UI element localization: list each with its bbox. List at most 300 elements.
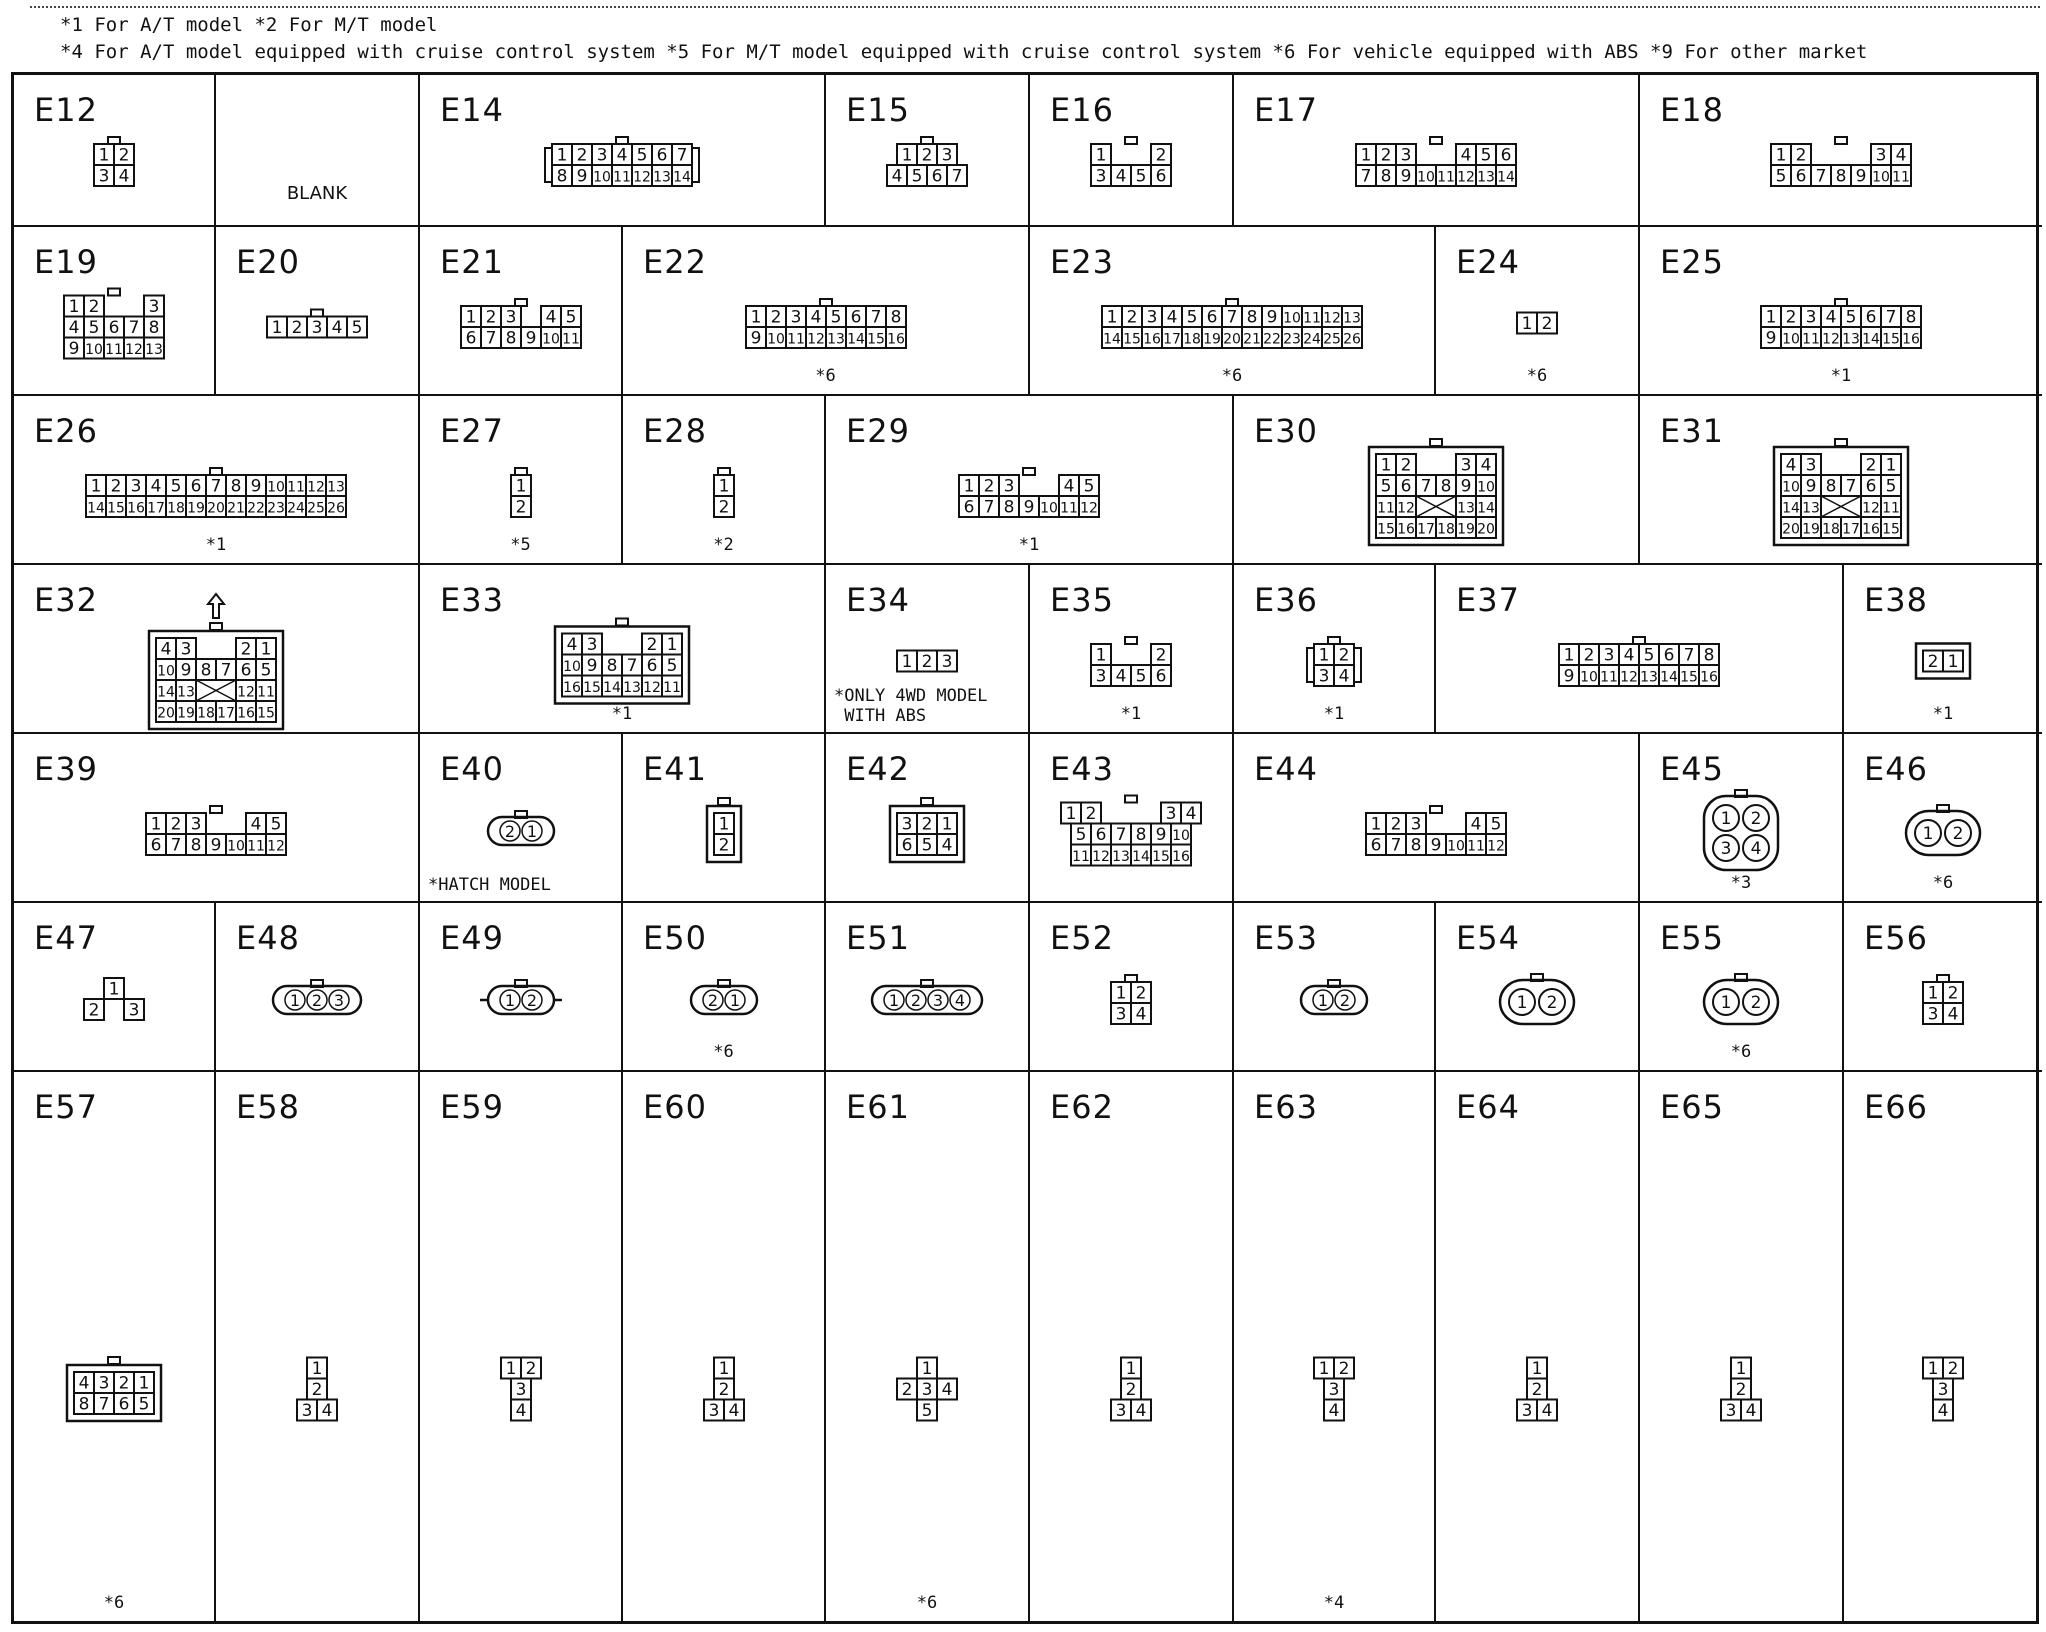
pin-cell: [1406, 813, 1426, 835]
pin-cell: [347, 316, 367, 338]
pin-cell: [672, 165, 692, 186]
pin-cell: [246, 496, 266, 517]
pin-number: 7: [1390, 835, 1402, 856]
pin-cell: [84, 999, 104, 1021]
pin-number: 8: [148, 317, 160, 338]
pin-cell: [501, 327, 521, 349]
pin-number: 12: [237, 684, 255, 701]
connector-cell-e20: [216, 227, 420, 396]
connector-id: E44: [1254, 750, 1318, 788]
connector-diagram: [66, 1356, 162, 1424]
pin-number: 4: [1063, 476, 1075, 497]
connector-id: E14: [440, 91, 504, 129]
pin-number: 19: [1457, 521, 1475, 538]
pin-number: 26: [1343, 331, 1361, 348]
pin-number: 4: [941, 835, 953, 856]
connector-cell-e17: [1234, 75, 1640, 227]
pin-cell: [1376, 517, 1396, 538]
pin-number: 2: [1750, 992, 1762, 1013]
pin-number: 3: [921, 1380, 933, 1401]
pin-cell: [1313, 990, 1333, 1010]
pin-number: 1: [68, 296, 80, 317]
pin-number: 1: [1922, 823, 1934, 844]
pin-cell: [94, 165, 114, 187]
pin-number: 18: [167, 500, 185, 517]
pin-number: 3: [1115, 1004, 1127, 1025]
pin-cell: [106, 496, 126, 517]
pin-cell: [1151, 144, 1171, 166]
pin-number: 4: [1115, 666, 1127, 687]
connector-diagram: [1061, 794, 1201, 867]
pin-cell: [1406, 834, 1426, 856]
pin-number: 6: [190, 476, 202, 497]
pin-number: 7: [1360, 166, 1372, 187]
pin-number: 2: [910, 990, 922, 1010]
pin-cell: [541, 306, 561, 328]
pin-cell: [1416, 517, 1436, 538]
pin-cell: [511, 1400, 531, 1422]
pin-cell: [561, 327, 581, 348]
connector-id: E47: [34, 919, 98, 957]
pin-cell: [206, 475, 226, 497]
applicability-note: *1: [1018, 535, 1040, 555]
pin-number: 1: [515, 476, 526, 497]
pin-number: 3: [932, 990, 944, 1010]
pin-number: 12: [1457, 169, 1475, 186]
connector-id: E55: [1660, 919, 1724, 957]
pin-cell: [1713, 989, 1739, 1015]
pin-number: 13: [1457, 500, 1475, 517]
pin-number: 2: [1338, 1359, 1350, 1380]
pin-number: 7: [1226, 307, 1238, 328]
pin-cell: [662, 675, 682, 696]
pin-cell: [226, 834, 246, 855]
connector-cell-e44: [1234, 734, 1640, 903]
pin-number: 16: [1862, 521, 1880, 538]
pin-number: 5: [830, 307, 841, 328]
pin-number: 8: [1380, 166, 1392, 187]
pin-cell: [146, 813, 166, 835]
pin-cell: [286, 475, 306, 496]
pin-number: 3: [596, 145, 608, 166]
pin-cell: [104, 337, 124, 358]
pin-number: 8: [190, 835, 202, 856]
pin-number: 9: [750, 328, 761, 349]
pin-cell: [1943, 1358, 1963, 1380]
pin-cell: [1456, 454, 1476, 476]
pin-cell: [1396, 144, 1416, 166]
pin-number: 14: [846, 331, 865, 348]
pin-number: 4: [1541, 1401, 1553, 1422]
connector-id: E26: [34, 412, 98, 450]
pin-number: 8: [1135, 824, 1147, 845]
connector-id: E62: [1050, 1088, 1114, 1126]
connector-cell-e35: [1030, 565, 1234, 734]
pin-cell: [206, 834, 226, 856]
pin-number: 1: [963, 476, 975, 497]
connector-cell-e61: [826, 1072, 1030, 1621]
pin-cell: [166, 475, 186, 497]
pin-cell: [1102, 306, 1122, 328]
pin-cell: [74, 1372, 94, 1394]
pin-cell: [917, 1400, 937, 1422]
connector-cell-e24: [1436, 227, 1640, 396]
pin-cell: [64, 295, 84, 317]
pin-cell: [1619, 644, 1639, 666]
pin-number: 5: [1643, 645, 1655, 666]
connector-cell-e18: [1640, 75, 2042, 227]
pin-cell: [156, 638, 176, 660]
pin-number: 9: [1460, 476, 1472, 497]
connector-diagram: [1091, 636, 1171, 688]
pin-number: 8: [606, 655, 618, 676]
pin-number: 5: [921, 835, 933, 856]
connector-id: E21: [440, 243, 504, 281]
pin-number: 3: [1937, 1380, 1949, 1401]
pin-number: 3: [1875, 145, 1887, 166]
pin-cell: [1131, 823, 1151, 845]
pin-cell: [266, 813, 286, 835]
pin-number: 10: [227, 838, 245, 855]
pin-cell: [806, 327, 826, 348]
pin-cell: [307, 1379, 327, 1401]
pin-number: 6: [118, 1394, 130, 1415]
pin-number: 2: [1947, 983, 1959, 1004]
pin-number: 4: [1460, 145, 1472, 166]
pin-number: 13: [1112, 848, 1130, 865]
pin-number: 12: [633, 169, 651, 186]
pin-cell: [106, 475, 126, 497]
pin-cell: [144, 337, 164, 358]
pin-number: 15: [257, 705, 275, 722]
pin-cell: [327, 316, 347, 338]
connector-id: E25: [1660, 243, 1724, 281]
pin-cell: [1559, 644, 1579, 666]
pin-number: 6: [1795, 166, 1807, 187]
pin-number: 2: [110, 476, 122, 497]
pin-number: 12: [1487, 838, 1505, 855]
connector-cell-e46: [1844, 734, 2042, 903]
pin-cell: [746, 306, 766, 328]
pin-cell: [592, 165, 612, 186]
pin-cell: [1699, 665, 1719, 686]
pin-number: 11: [105, 341, 123, 358]
pin-number: 2: [718, 1380, 729, 1401]
connector-id: E58: [236, 1088, 300, 1126]
pin-number: 10: [1477, 479, 1495, 496]
pin-number: 11: [561, 331, 580, 348]
pin-cell: [1081, 802, 1101, 824]
connector-diagram: [1761, 298, 1921, 350]
pin-number: 5: [270, 814, 282, 835]
pin-cell: [1466, 813, 1486, 835]
pin-cell: [1182, 327, 1202, 348]
pin-number: 4: [331, 317, 343, 338]
pin-cell: [1376, 165, 1396, 187]
pin-cell: [1781, 327, 1801, 348]
pin-number: 7: [170, 835, 182, 856]
pin-number: 16: [1700, 669, 1718, 686]
pin-number: 11: [1060, 500, 1078, 517]
pin-number: 18: [1822, 521, 1840, 538]
pin-number: 16: [127, 500, 145, 517]
locking-tab: [718, 468, 730, 475]
pin-number: 5: [1885, 476, 1897, 497]
pin-number: 3: [333, 990, 345, 1010]
pin-cell: [704, 1400, 724, 1422]
connector-diagram: [1915, 642, 1971, 681]
pin-number: 6: [1370, 835, 1382, 856]
pin-number: 13: [1343, 310, 1361, 327]
pin-number: 1: [526, 821, 537, 841]
pin-number: 8: [1825, 476, 1837, 497]
pin-number: 6: [646, 655, 658, 676]
pin-number: 7: [983, 497, 995, 518]
pin-number: 3: [1603, 645, 1615, 666]
pin-number: 17: [1163, 331, 1181, 348]
pin-number: 2: [515, 497, 526, 518]
pin-cell: [1679, 665, 1699, 686]
pin-number: 8: [1905, 307, 1917, 328]
pin-cell: [724, 1400, 744, 1422]
pin-cell: [1396, 454, 1416, 476]
connector-cell-e31: [1640, 396, 2042, 565]
pin-number: 14: [673, 169, 691, 186]
pin-number: 13: [1477, 169, 1495, 186]
pin-cell: [886, 306, 906, 328]
pin-cell: [126, 475, 146, 497]
connector-diagram: [746, 298, 906, 350]
pin-number: 4: [1825, 307, 1837, 328]
pin-number: 10: [1040, 500, 1058, 517]
pin-cell: [703, 990, 723, 1010]
pin-number: 4: [941, 1380, 953, 1401]
pin-cell: [1059, 475, 1079, 497]
connector-diagram: [501, 1358, 541, 1423]
connector-diagram: [704, 1358, 744, 1423]
blank-cross-mark: [196, 680, 236, 701]
pin-cell: [725, 990, 745, 1010]
connector-cell-e54: [1436, 903, 1640, 1072]
pin-cell: [1121, 1358, 1141, 1380]
pin-cell: [1376, 496, 1396, 517]
connector-diagram: [1559, 636, 1719, 688]
pin-number: 7: [210, 476, 222, 497]
connector-cell-e52: [1030, 903, 1234, 1072]
pin-cell: [1456, 475, 1476, 497]
applicability-note: *6: [1526, 366, 1548, 386]
pin-number: 1: [1370, 814, 1382, 835]
pin-cell: [714, 1379, 734, 1401]
connector-id: E34: [846, 581, 910, 619]
pin-number: 4: [954, 990, 966, 1010]
connector-cell-e22: [623, 227, 1030, 396]
pin-cell: [552, 165, 572, 187]
pin-number: 1: [271, 317, 283, 338]
pin-number: 5: [1490, 814, 1502, 835]
pin-number: 4: [566, 634, 578, 655]
applicability-note: *6: [103, 1593, 125, 1613]
pin-cell: [1517, 312, 1537, 334]
pin-cell: [1366, 813, 1386, 835]
pin-number: 17: [1417, 521, 1435, 538]
pin-cell: [1111, 844, 1131, 865]
pin-number: 1: [1106, 307, 1118, 328]
pin-number: 15: [1882, 331, 1900, 348]
locking-tab: [210, 806, 222, 813]
pin-number: 7: [676, 145, 688, 166]
pin-cell: [266, 834, 286, 855]
pin-number: 19: [1203, 331, 1221, 348]
pin-number: 8: [1410, 835, 1422, 856]
pin-cell: [1456, 144, 1476, 166]
pin-cell: [1476, 454, 1496, 476]
pin-number: 2: [170, 814, 182, 835]
pin-cell: [1881, 327, 1901, 348]
applicability-note: *2: [713, 535, 734, 555]
connector-diagram: [272, 979, 362, 1021]
pin-cell: [1851, 165, 1871, 187]
connector-diagram: [554, 617, 690, 706]
pin-cell: [917, 1379, 937, 1401]
pin-number: 4: [250, 814, 262, 835]
pin-cell: [1891, 144, 1911, 166]
pin-cell: [846, 327, 866, 348]
pin-number: 4: [1115, 166, 1127, 187]
pin-number: 21: [1243, 331, 1261, 348]
connector-id: E18: [1660, 91, 1724, 129]
connector-housing: [1301, 986, 1367, 1014]
pin-cell: [1071, 844, 1091, 865]
pin-number: 2: [485, 307, 496, 328]
pin-number: 4: [728, 1401, 739, 1422]
pin-number: 5: [666, 655, 678, 676]
pin-number: 5: [170, 476, 182, 497]
connector-diagram: [84, 978, 144, 1022]
pin-number: 7: [1885, 307, 1897, 328]
connector-diagram: [714, 467, 734, 519]
pin-number: 15: [1152, 848, 1170, 865]
pin-cell: [114, 1372, 134, 1394]
pin-cell: [1142, 327, 1162, 348]
pin-number: 4: [68, 317, 80, 338]
pin-number: 6: [850, 307, 861, 328]
pin-number: 9: [68, 338, 80, 359]
pin-number: 4: [1895, 145, 1907, 166]
pin-number: 19: [187, 500, 205, 517]
pin-cell: [1131, 1400, 1151, 1422]
pin-number: 10: [563, 658, 581, 675]
pin-number: 3: [515, 1380, 526, 1401]
blank-cross-mark: [1416, 496, 1456, 517]
connector-id: E50: [643, 919, 707, 957]
connector-diagram: [897, 650, 957, 673]
pin-cell: [1496, 165, 1516, 186]
connector-cell-e30: [1234, 396, 1640, 565]
connector-id: E64: [1456, 1088, 1520, 1126]
pin-cell: [236, 638, 256, 660]
connector-diagram: [887, 136, 967, 188]
pin-cell: [186, 496, 206, 517]
pin-cell: [522, 990, 542, 1010]
pin-number: 5: [1135, 666, 1147, 687]
pin-cell: [1314, 1358, 1334, 1380]
applicability-note: *1: [1120, 704, 1142, 724]
pin-cell: [1861, 454, 1881, 476]
pin-number: 1: [1380, 455, 1392, 476]
pin-number: 3: [1318, 666, 1330, 687]
pin-cell: [317, 1400, 337, 1422]
pin-number: 10: [1417, 169, 1435, 186]
connector-cell-e28: [623, 396, 826, 565]
pin-number: 7: [1845, 476, 1857, 497]
pin-number: 10: [1447, 838, 1465, 855]
pin-number: 3: [1805, 307, 1817, 328]
pin-number: 11: [1802, 331, 1820, 348]
connector-cell-e39: [14, 734, 420, 903]
pin-number: 3: [941, 651, 953, 672]
pin-number: 3: [301, 1401, 313, 1422]
pin-cell: [156, 659, 176, 680]
pin-cell: [94, 144, 114, 166]
pin-cell: [937, 144, 957, 166]
pin-cell: [959, 496, 979, 518]
connector-cell-e23: [1030, 227, 1436, 396]
connector-diagram: [86, 467, 346, 519]
direction-arrow-icon: [208, 594, 224, 618]
pin-cell: [1242, 327, 1262, 348]
pin-number: 6: [901, 835, 913, 856]
pin-cell: [1436, 475, 1456, 497]
connector-cell-e47: [14, 903, 216, 1072]
pin-cell: [307, 316, 327, 338]
pin-cell: [86, 496, 106, 517]
pin-cell: [1019, 496, 1039, 518]
applicability-note: *HATCH MODEL: [428, 875, 551, 895]
pin-number: 2: [1125, 1380, 1137, 1401]
connector-id: E19: [34, 243, 98, 281]
pin-number: 13: [653, 169, 671, 186]
pin-cell: [1743, 989, 1769, 1015]
pin-number: 4: [1937, 1401, 1949, 1422]
pin-number: 1: [718, 476, 729, 497]
connector-id: E60: [643, 1088, 707, 1126]
connector-id: E38: [1864, 581, 1928, 619]
pin-number: 12: [1092, 848, 1110, 865]
pin-number: 12: [1323, 310, 1341, 327]
pin-number: 11: [247, 838, 265, 855]
pin-cell: [246, 475, 266, 497]
locking-tab: [311, 309, 323, 316]
pin-number: 10: [267, 479, 285, 496]
pin-cell: [1091, 644, 1111, 666]
pin-number: 4: [515, 1401, 526, 1422]
applicability-note: *5: [510, 535, 531, 555]
pin-number: 11: [663, 679, 681, 696]
pin-cell: [1131, 1003, 1151, 1025]
pin-number: 1: [750, 307, 761, 328]
pin-cell: [1466, 834, 1486, 855]
connector-housing: [488, 817, 554, 845]
pin-cell: [1861, 306, 1881, 328]
footnote-line-1: *1 For A/T model *2 For M/T model: [60, 14, 438, 36]
pin-number: 2: [526, 990, 537, 1010]
pin-cell: [1871, 165, 1891, 186]
pin-number: 2: [921, 651, 933, 672]
pin-cell: [562, 654, 582, 675]
pin-cell: [511, 496, 531, 518]
connector-id: E16: [1050, 91, 1114, 129]
